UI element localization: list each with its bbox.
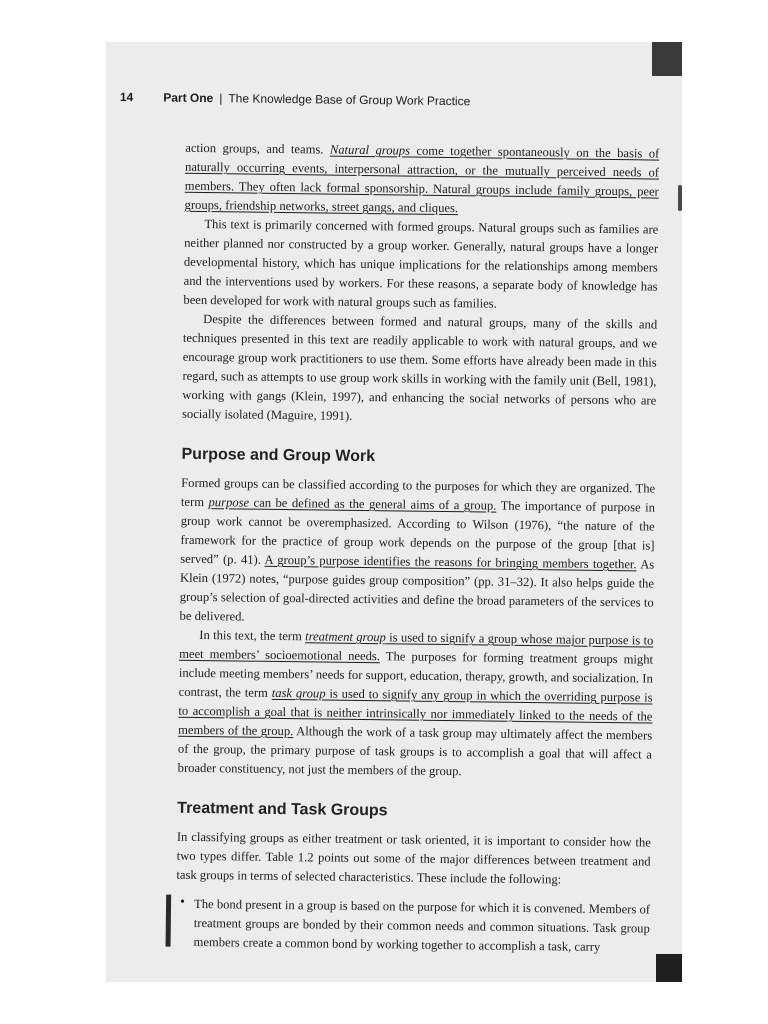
body-text <box>109 138 659 958</box>
text-run: Formed groups can be classified according to the purposes for which they are organized. The term <box>180 475 656 510</box>
margin-marker <box>166 895 172 947</box>
text-run: action groups, and teams. <box>185 140 330 157</box>
book-page <box>109 90 659 958</box>
underlined-run: come together spontaneously on the basis of naturally occurring events, interpersonal attraction, or the mutually perceived needs of members. They often lack formal sponsorship. Natural groups include family groups, peer groups, friendship networks, street gangs, and cliques. <box>184 143 660 216</box>
heading-treatment-and-task-groups: Treatment and Task Groups <box>177 799 388 820</box>
running-title <box>163 91 470 109</box>
paragraph-classifying: In classifying groups as either treatment or task oriented, it is important to consider how the two types differ. Table 1.2 points out some of the major differences between treatment and task groups in terms of selected characteristics. These include the following: <box>176 829 651 887</box>
underlined-run: is used to signify any group in which the overriding purpose is to accomplish a goal that is neither intrinsically nor immediately linked to the needs of the members of the group. <box>178 686 653 739</box>
paragraph-skills: Despite the differences between formed and natural groups, many of the skills and techniques presented in this text are readily applicable to work with natural groups, and we encourage group work practitioners to use them. Some efforts have already been made in this regard, such as attempts to use group work skills in working with the family unit (Bell, 1981), working with gangs (Klein, 1997), and enhancing the social networks of persons who are socially isolated (Maguire, 1991). <box>181 312 658 423</box>
term-treatment-group: treatment group <box>305 629 386 645</box>
part-label: Part One <box>163 90 214 106</box>
page-number: 14 <box>119 90 134 105</box>
text-run: The importance of purpose in group work cannot be overemphasized. According to Wilson (1976), “the nature of the framework for the practice of group work depends on the purpose of the group [that is] served” (p. 41). <box>180 498 656 567</box>
paragraph-treatment-task-definition <box>178 626 654 784</box>
paragraph-natural-groups <box>184 139 659 221</box>
paragraph-formed-groups: This text is primarily concerned with formed groups. Natural groups such as families are neither planned nor constructed by a group worker. Generally, natural groups have a longer developmental history, which has unique implications for the relationships among members and the interventions used by workers. For these reasons, a separate body of knowledge has been developed for work with natural groups such as families. <box>183 217 659 311</box>
underlined-run: can be defined as the general aims of a group. <box>249 495 497 513</box>
separator: | <box>219 91 223 106</box>
bullet-text: • The bond present in a group is based on the purpose for which it is convened. Members of treatment groups are bonded by their common needs and common situations. Task group members create a common bond by working together to accomplish a task, carry <box>193 896 651 954</box>
underlined-run: A group’s purpose identifies the reasons for bringing members together. <box>264 552 637 572</box>
term-natural-groups: Natural groups <box>329 142 411 158</box>
bullet-item-bond <box>175 895 650 958</box>
scan-edge-shadow-top <box>652 42 682 76</box>
term-task-group: task group <box>271 685 326 701</box>
scan-edge-shadow-bottom <box>656 954 682 982</box>
text-run: The purposes for forming treatment groups might include meeting members’ needs for support, education, therapy, growth, and socialization. In contrast, the term <box>178 649 654 700</box>
scan-edge-mark <box>678 185 682 211</box>
chapter-title: The Knowledge Base of Group Work Practice <box>228 91 471 109</box>
term-purpose: purpose <box>208 495 250 510</box>
text-run: As Klein (1972) notes, “purpose guides group composition” (pp. 31–32). It also helps guide the group’s selection of goal-directed activities and define the broad parameters of the services to be delivered. <box>179 557 655 624</box>
heading-purpose-and-group-work: Purpose and Group Work <box>181 445 376 466</box>
text-run: Although the work of a task group may ultimately affect the members of the group, the primary purpose of task groups is to accomplish a goal that will affect a broader constituency, not just the members of the group. <box>177 724 653 779</box>
text-run: In this text, the term <box>199 628 306 644</box>
underlined-run: is used to signify a group whose major purpose is to meet members’ socioemotional needs. <box>179 630 654 664</box>
paragraph-purpose <box>179 474 655 632</box>
